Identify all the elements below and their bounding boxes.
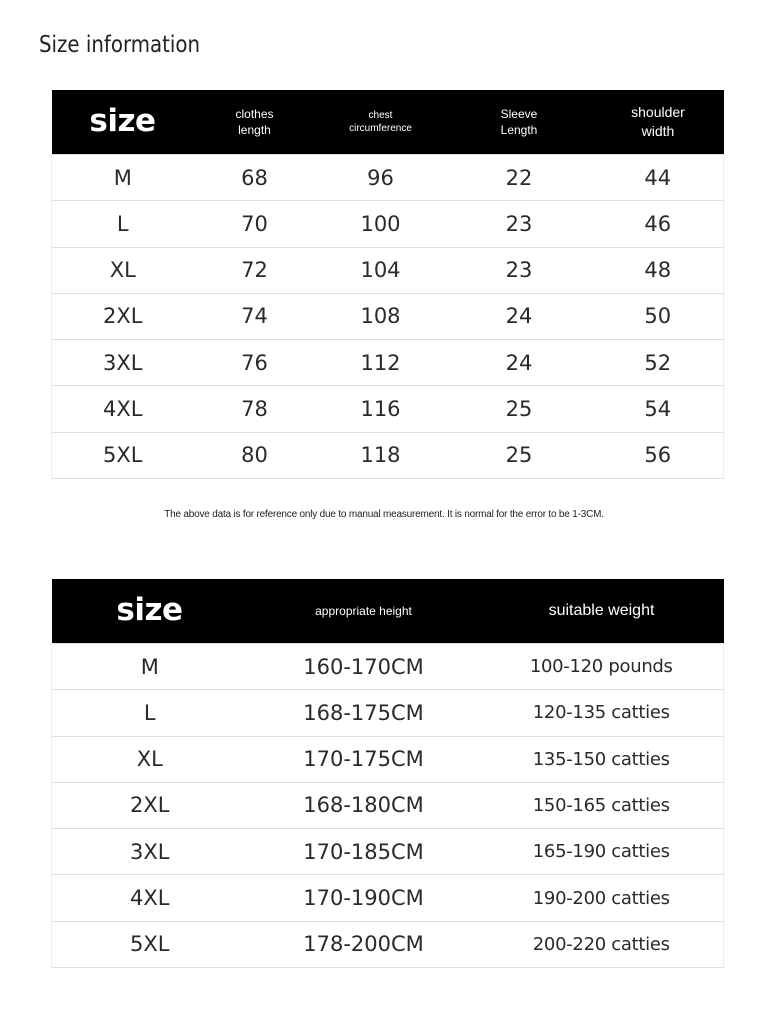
header-sleeve-line2: Length [500, 123, 538, 137]
size-cell: 2XL [52, 293, 194, 339]
height-cell: 168-175CM [248, 690, 480, 736]
size-cell: 3XL [52, 340, 194, 386]
height-cell: 178-200CM [248, 921, 480, 967]
sleeve-cell: 22 [446, 155, 593, 201]
clothes-length-cell: 74 [194, 293, 316, 339]
header-size: size [52, 579, 248, 644]
header-size: size [52, 90, 194, 155]
header-chest-line1: chest [368, 109, 393, 121]
clothes-length-cell: 80 [194, 432, 316, 478]
height-cell: 170-190CM [248, 875, 480, 921]
chest-cell: 104 [316, 247, 446, 293]
header-appropriate-height: appropriate height [248, 579, 480, 644]
fit-row [52, 782, 724, 828]
weight-cell: 100-120 pounds [480, 644, 724, 690]
header-chest-circumference [316, 90, 446, 155]
measurements-row [52, 432, 724, 478]
sleeve-cell: 24 [446, 340, 593, 386]
measurements-table [51, 90, 724, 479]
chest-cell: 118 [316, 432, 446, 478]
page-title: Size information [39, 32, 201, 58]
fit-row [52, 690, 724, 736]
measurements-row [52, 247, 724, 293]
weight-cell: 150-165 catties [480, 782, 724, 828]
shoulder-cell: 50 [593, 293, 724, 339]
shoulder-cell: 56 [593, 432, 724, 478]
weight-cell: 120-135 catties [480, 690, 724, 736]
header-chest-line2: circumference [349, 123, 412, 134]
measurements-row [52, 201, 724, 247]
header-sleeve-line1: Sleeve [500, 106, 538, 121]
size-cell: 2XL [52, 782, 248, 828]
chest-cell: 108 [316, 293, 446, 339]
measurements-row [52, 386, 724, 432]
weight-cell: 200-220 catties [480, 921, 724, 967]
fit-row [52, 644, 724, 690]
fit-row [52, 875, 724, 921]
weight-cell: 190-200 catties [480, 875, 724, 921]
shoulder-cell: 44 [593, 155, 724, 201]
measurement-note: The above data is for reference only due to manual measurement. It is normal for the error to be 1-3CM. [164, 509, 604, 520]
weight-cell: 135-150 catties [480, 736, 724, 782]
size-cell: 3XL [52, 829, 248, 875]
size-cell: L [52, 690, 248, 736]
size-cell: 4XL [52, 875, 248, 921]
header-clothes-length [194, 90, 316, 155]
fit-row [52, 829, 724, 875]
size-cell: 4XL [52, 386, 194, 432]
weight-cell: 165-190 catties [480, 829, 724, 875]
height-cell: 170-185CM [248, 829, 480, 875]
size-cell: M [52, 644, 248, 690]
measurements-row [52, 340, 724, 386]
shoulder-cell: 52 [593, 340, 724, 386]
sleeve-cell: 23 [446, 247, 593, 293]
measurements-row [52, 155, 724, 201]
measurements-row [52, 293, 724, 339]
fit-row [52, 921, 724, 967]
height-cell: 160-170CM [248, 644, 480, 690]
fit-header-row [52, 579, 724, 644]
header-clothes-length-line1: clothes [235, 106, 274, 121]
size-cell: XL [52, 736, 248, 782]
clothes-length-cell: 76 [194, 340, 316, 386]
chest-cell: 112 [316, 340, 446, 386]
size-cell: M [52, 155, 194, 201]
clothes-length-cell: 68 [194, 155, 316, 201]
header-suitable-weight: suitable weight [480, 579, 724, 644]
measurements-header-row [52, 90, 724, 155]
chest-cell: 100 [316, 201, 446, 247]
header-shoulder-line2: width [641, 123, 675, 139]
shoulder-cell: 46 [593, 201, 724, 247]
sleeve-cell: 24 [446, 293, 593, 339]
height-cell: 168-180CM [248, 782, 480, 828]
sleeve-cell: 23 [446, 201, 593, 247]
header-sleeve-length [446, 90, 593, 155]
shoulder-cell: 54 [593, 386, 724, 432]
fit-table [51, 579, 724, 968]
chest-cell: 116 [316, 386, 446, 432]
height-cell: 170-175CM [248, 736, 480, 782]
clothes-length-cell: 78 [194, 386, 316, 432]
shoulder-cell: 48 [593, 247, 724, 293]
size-cell: 5XL [52, 921, 248, 967]
fit-row [52, 736, 724, 782]
chest-cell: 96 [316, 155, 446, 201]
header-shoulder-width [593, 90, 724, 155]
size-cell: XL [52, 247, 194, 293]
clothes-length-cell: 70 [194, 201, 316, 247]
size-cell: 5XL [52, 432, 194, 478]
sleeve-cell: 25 [446, 432, 593, 478]
header-shoulder-line1: shoulder [631, 104, 685, 121]
header-clothes-length-line2: length [238, 123, 271, 137]
sleeve-cell: 25 [446, 386, 593, 432]
clothes-length-cell: 72 [194, 247, 316, 293]
size-cell: L [52, 201, 194, 247]
